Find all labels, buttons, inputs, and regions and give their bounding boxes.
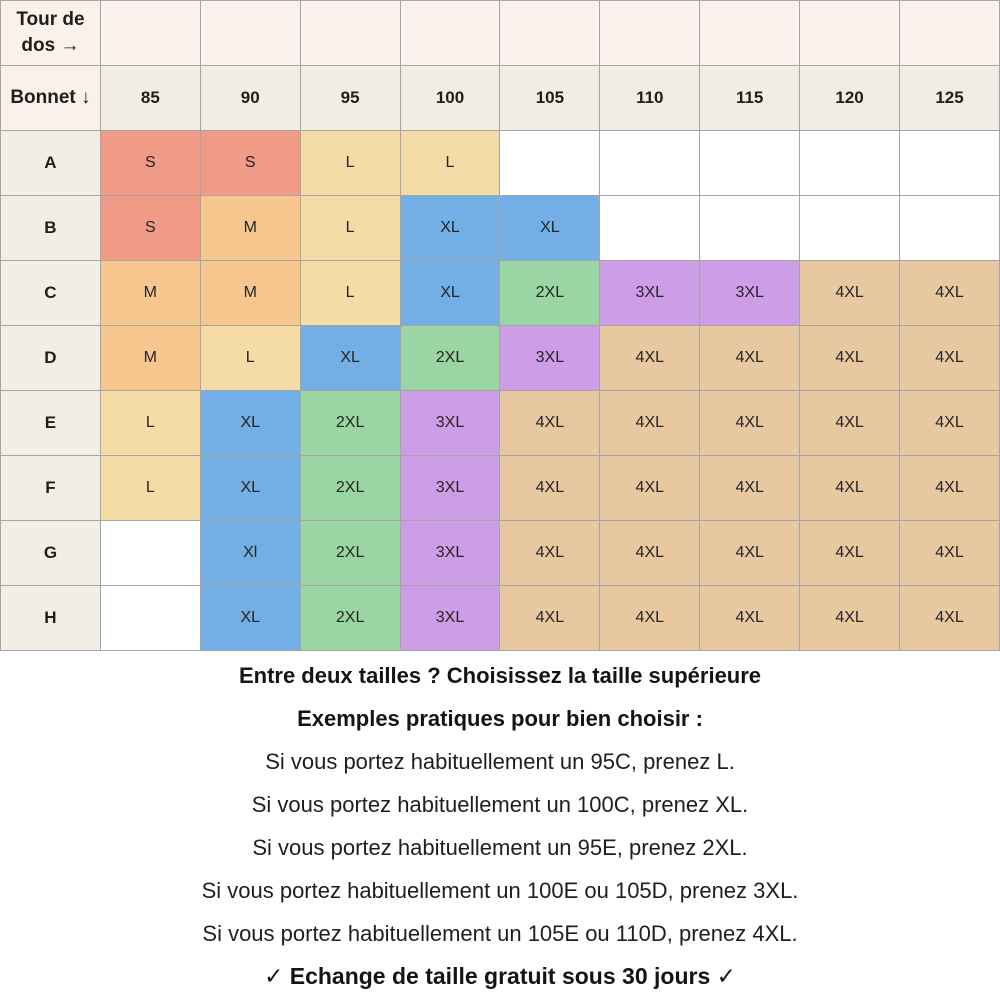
size-cell bbox=[900, 131, 1000, 196]
size-cell: L bbox=[200, 326, 300, 391]
size-cell: 4XL bbox=[600, 521, 700, 586]
size-cell: 3XL bbox=[400, 391, 500, 456]
band-size-header: 120 bbox=[800, 66, 900, 131]
cup-row-label: H bbox=[1, 586, 101, 651]
notes-section bbox=[0, 651, 1000, 998]
size-cell: XL bbox=[200, 391, 300, 456]
size-cell: 4XL bbox=[600, 391, 700, 456]
size-cell bbox=[900, 196, 1000, 261]
size-cell: 2XL bbox=[300, 586, 400, 651]
cup-row-label: C bbox=[1, 261, 101, 326]
size-cell: XL bbox=[400, 196, 500, 261]
size-cell: 3XL bbox=[700, 261, 800, 326]
size-cell: 2XL bbox=[300, 521, 400, 586]
size-cell: 4XL bbox=[500, 521, 600, 586]
corner-band-label: Tour de dos → bbox=[1, 1, 101, 66]
size-cell: 4XL bbox=[700, 521, 800, 586]
cup-row-label: E bbox=[1, 391, 101, 456]
band-size-header: 90 bbox=[200, 66, 300, 131]
size-cell: S bbox=[100, 196, 200, 261]
size-cell: L bbox=[300, 131, 400, 196]
size-cell: 4XL bbox=[900, 391, 1000, 456]
size-cell: 4XL bbox=[600, 456, 700, 521]
note-footer-exchange: ✓ Echange de taille gratuit sous 30 jours ✓ bbox=[264, 963, 736, 989]
size-cell: M bbox=[200, 261, 300, 326]
band-size-header-row bbox=[1, 66, 1000, 131]
size-cell: 4XL bbox=[800, 326, 900, 391]
cup-row bbox=[1, 586, 1000, 651]
size-cell: 3XL bbox=[400, 521, 500, 586]
band-axis-empty-cell bbox=[700, 1, 800, 66]
size-cell: 4XL bbox=[800, 521, 900, 586]
size-cell bbox=[800, 131, 900, 196]
size-cell: L bbox=[300, 196, 400, 261]
example-sentence: Si vous portez habituellement un 100C, prenez XL. bbox=[251, 791, 749, 817]
size-cell: M bbox=[100, 326, 200, 391]
band-size-header: 115 bbox=[700, 66, 800, 131]
size-cell bbox=[800, 196, 900, 261]
cup-row-label: A bbox=[1, 131, 101, 196]
size-cell: 4XL bbox=[500, 586, 600, 651]
size-cell: XL bbox=[400, 261, 500, 326]
size-cell: M bbox=[200, 196, 300, 261]
size-cell: 4XL bbox=[600, 326, 700, 391]
size-cell: 4XL bbox=[900, 456, 1000, 521]
cup-row bbox=[1, 196, 1000, 261]
size-table-body bbox=[1, 1, 1000, 651]
cup-row-label: B bbox=[1, 196, 101, 261]
size-cell: M bbox=[100, 261, 200, 326]
size-cell bbox=[700, 196, 800, 261]
cup-row-label: D bbox=[1, 326, 101, 391]
size-cell: 2XL bbox=[400, 326, 500, 391]
cup-row bbox=[1, 131, 1000, 196]
size-cell: 4XL bbox=[700, 586, 800, 651]
band-size-header: 105 bbox=[500, 66, 600, 131]
band-size-header: 95 bbox=[300, 66, 400, 131]
size-cell: 2XL bbox=[500, 261, 600, 326]
band-size-header: 125 bbox=[900, 66, 1000, 131]
size-cell: S bbox=[200, 131, 300, 196]
band-axis-empty-cell bbox=[400, 1, 500, 66]
band-axis-empty-cell bbox=[600, 1, 700, 66]
size-cell: XL bbox=[200, 456, 300, 521]
size-cell: 4XL bbox=[900, 261, 1000, 326]
size-cell: 4XL bbox=[900, 586, 1000, 651]
size-cell: 4XL bbox=[800, 586, 900, 651]
size-cell: 4XL bbox=[700, 391, 800, 456]
note-heading-between-sizes: Entre deux tailles ? Choisissez la taille supérieure bbox=[238, 662, 762, 688]
cup-row bbox=[1, 326, 1000, 391]
examples-list bbox=[0, 740, 1000, 955]
size-cell: 4XL bbox=[800, 391, 900, 456]
band-size-header: 100 bbox=[400, 66, 500, 131]
size-cell: 3XL bbox=[600, 261, 700, 326]
size-cell: 4XL bbox=[700, 326, 800, 391]
size-cell: 4XL bbox=[800, 261, 900, 326]
size-cell: 4XL bbox=[500, 456, 600, 521]
size-cell: S bbox=[100, 131, 200, 196]
size-cell: 4XL bbox=[700, 456, 800, 521]
band-axis-empty-cell bbox=[800, 1, 900, 66]
size-cell: 2XL bbox=[300, 391, 400, 456]
cup-row-label: G bbox=[1, 521, 101, 586]
cup-row bbox=[1, 391, 1000, 456]
size-cell: XL bbox=[500, 196, 600, 261]
size-cell bbox=[500, 131, 600, 196]
size-cell: 3XL bbox=[400, 586, 500, 651]
size-cell: L bbox=[300, 261, 400, 326]
cup-row bbox=[1, 521, 1000, 586]
size-cell: 4XL bbox=[900, 326, 1000, 391]
size-cell: 4XL bbox=[900, 521, 1000, 586]
example-sentence: Si vous portez habituellement un 95E, prenez 2XL. bbox=[252, 834, 748, 860]
example-sentence: Si vous portez habituellement un 105E ou 110D, prenez 4XL. bbox=[202, 920, 798, 946]
example-sentence: Si vous portez habituellement un 100E ou 105D, prenez 3XL. bbox=[201, 877, 799, 903]
band-size-header: 85 bbox=[100, 66, 200, 131]
size-cell bbox=[100, 586, 200, 651]
example-sentence: Si vous portez habituellement un 95C, prenez L. bbox=[265, 748, 735, 774]
corner-cup-label: Bonnet ↓ bbox=[1, 66, 101, 131]
band-axis-empty-cell bbox=[900, 1, 1000, 66]
size-cell: 4XL bbox=[800, 456, 900, 521]
size-cell: 3XL bbox=[400, 456, 500, 521]
size-cell: L bbox=[100, 391, 200, 456]
size-cell: XL bbox=[300, 326, 400, 391]
size-cell: 4XL bbox=[500, 391, 600, 456]
cup-row-label: F bbox=[1, 456, 101, 521]
size-cell: XL bbox=[200, 586, 300, 651]
band-size-header: 110 bbox=[600, 66, 700, 131]
size-cell bbox=[100, 521, 200, 586]
band-axis-empty-cell bbox=[200, 1, 300, 66]
band-axis-empty-cell bbox=[300, 1, 400, 66]
band-axis-empty-cell bbox=[100, 1, 200, 66]
size-cell: L bbox=[400, 131, 500, 196]
size-cell: 4XL bbox=[600, 586, 700, 651]
size-cell: 2XL bbox=[300, 456, 400, 521]
band-axis-row bbox=[1, 1, 1000, 66]
cup-row bbox=[1, 456, 1000, 521]
size-cell: Xl bbox=[200, 521, 300, 586]
band-axis-empty-cell bbox=[500, 1, 600, 66]
size-cell bbox=[600, 196, 700, 261]
size-cell: L bbox=[100, 456, 200, 521]
size-cell bbox=[600, 131, 700, 196]
cup-row bbox=[1, 261, 1000, 326]
size-cell: 3XL bbox=[500, 326, 600, 391]
note-heading-examples: Exemples pratiques pour bien choisir : bbox=[297, 705, 703, 731]
size-cell bbox=[700, 131, 800, 196]
